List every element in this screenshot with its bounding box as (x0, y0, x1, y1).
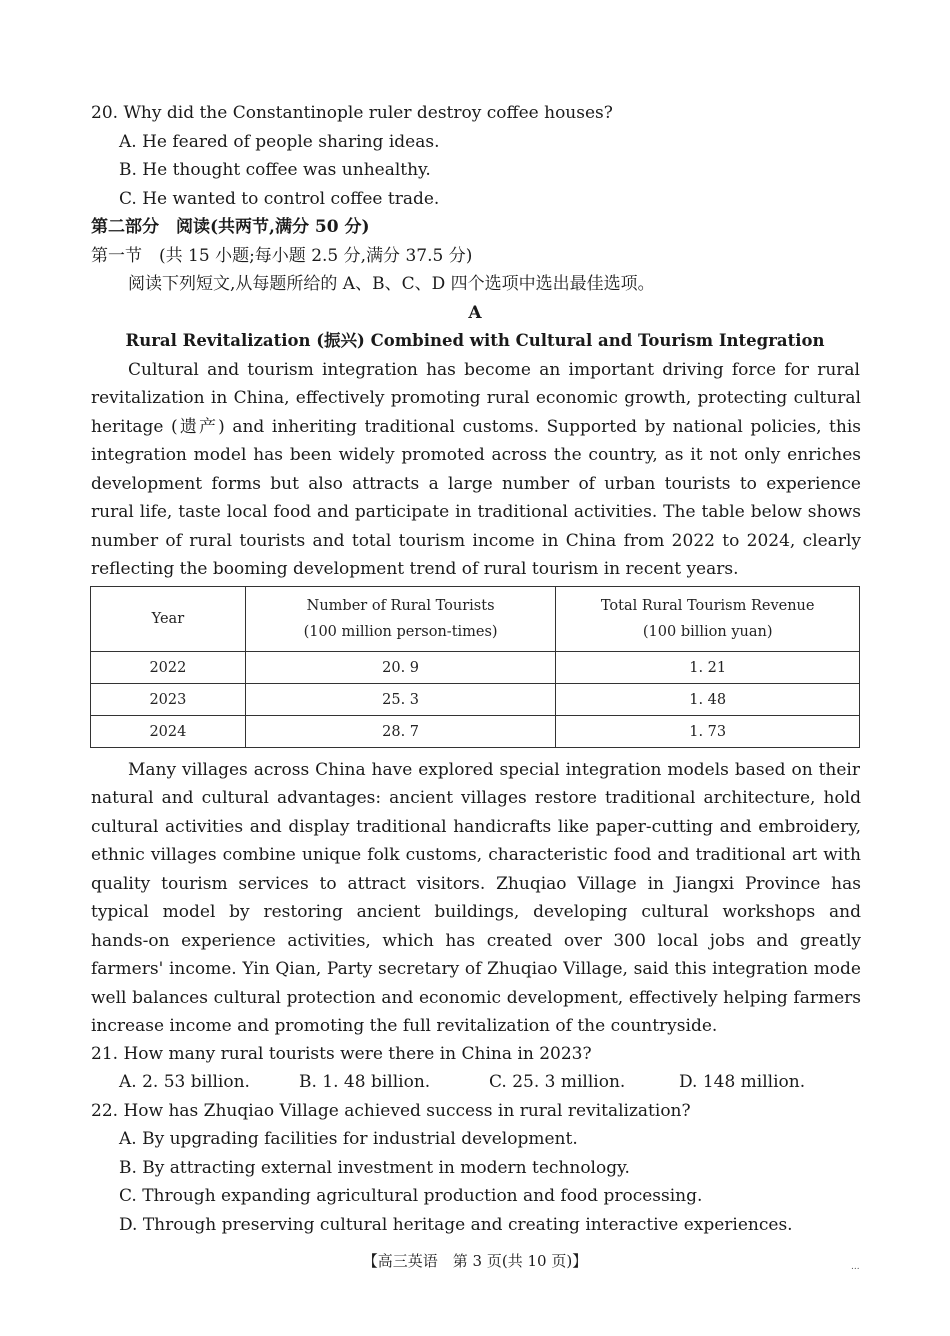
table-cell: 2023 (91, 684, 246, 716)
para1-line: development forms but also attracts a large number of urban tourists to experience (91, 474, 861, 494)
para1-line: revitalization in China, effectively promoting rural economic growth, protecting cultural (91, 388, 861, 408)
table-header-cell: Number of Rural Tourists (100 million person-times) (245, 587, 556, 652)
table-header-row (91, 587, 860, 652)
q20-stem: 20. Why did the Constantinople ruler destroy coffee houses? (91, 103, 613, 123)
para1-line: number of rural tourists and total tourism income in China from 2022 to 2024, clearly (91, 531, 861, 551)
table-cell: 1. 21 (556, 652, 860, 684)
tourism-table (90, 586, 860, 748)
table-row (91, 684, 860, 716)
section-instruction: 阅读下列短文,从每题所给的 A、B、C、D 四个选项中选出最佳选项。 (128, 274, 655, 294)
para2-line: Many villages across China have explored special integration models based on their (128, 760, 860, 780)
table-cell: 2022 (91, 652, 246, 684)
section-subtitle: 第一节 (共 15 小题;每小题 2.5 分,满分 37.5 分) (91, 246, 473, 266)
q22-option-c: C. Through expanding agricultural production and food processing. (119, 1186, 703, 1206)
table-cell: 2024 (91, 716, 246, 748)
table-row (91, 652, 860, 684)
corner-mark: ... (851, 1262, 860, 1272)
q21-stem: 21. How many rural tourists were there in China in 2023? (91, 1044, 592, 1064)
q22-option-d: D. Through preserving cultural heritage and creating interactive experiences. (119, 1215, 793, 1235)
q22-option-a: A. By upgrading facilities for industrial development. (119, 1129, 578, 1149)
part-title: 第二部分 阅读(共两节,满分 50 分) (91, 217, 370, 237)
passage-title: Rural Revitalization (振兴) Combined with Cultural and Tourism Integration (125, 331, 825, 350)
q21-option-b: B. 1. 48 billion. (299, 1072, 431, 1092)
para2-line: ethnic villages combine unique folk customs, characteristic food and traditional art with (91, 845, 861, 865)
table-cell: 28. 7 (245, 716, 556, 748)
table-cell: 20. 9 (245, 652, 556, 684)
para2-line: cultural activities and display traditional handicrafts like paper-cutting and embroidery, (91, 817, 861, 837)
passage-letter: A (468, 303, 482, 323)
q21-option-c: C. 25. 3 million. (489, 1072, 626, 1092)
para2-line: typical model by restoring ancient buildings, developing cultural workshops and (91, 902, 861, 922)
para1-line: integration model has been widely promoted across the country, as it not only enriches (91, 445, 861, 465)
para2-line: well balances cultural protection and economic development, effectively helping farmers (91, 988, 861, 1008)
para1-line: rural life, taste local food and participate in traditional activities. The table below shows (91, 502, 861, 522)
para2-line: quality tourism services to attract visitors. Zhuqiao Village in Jiangxi Province has (91, 874, 861, 894)
para2-line: increase income and promoting the full revitalization of the countryside. (91, 1016, 718, 1036)
q22-option-b: B. By attracting external investment in modern technology. (119, 1158, 630, 1178)
q21-option-d: D. 148 million. (679, 1072, 806, 1092)
table-cell: 1. 73 (556, 716, 860, 748)
q20-option-c: C. He wanted to control coffee trade. (119, 189, 440, 209)
para2-line: hands-on experience activities, which has created over 300 local jobs and greatly (91, 931, 861, 951)
q20-option-b: B. He thought coffee was unhealthy. (119, 160, 431, 180)
q21-option-a: A. 2. 53 billion. (119, 1072, 250, 1092)
table-header-cell: Year (91, 587, 246, 652)
page-footer: 【高三英语 第 3 页(共 10 页)】 (362, 1252, 588, 1270)
table-row (91, 716, 860, 748)
table-cell: 1. 48 (556, 684, 860, 716)
q22-stem: 22. How has Zhuqiao Village achieved success in rural revitalization? (91, 1101, 691, 1121)
para1-line: heritage (遗产) and inheriting traditional customs. Supported by national policies, this (91, 417, 861, 437)
table-header-cell: Total Rural Tourism Revenue (100 billion yuan) (556, 587, 860, 652)
q20-option-a: A. He feared of people sharing ideas. (119, 132, 440, 152)
para2-line: natural and cultural advantages: ancient villages restore traditional architecture, hold (91, 788, 861, 808)
para1-line: reflecting the booming development trend of rural tourism in recent years. (91, 559, 739, 579)
para2-line: farmers' income. Yin Qian, Party secretary of Zhuqiao Village, said this integration mode (91, 959, 861, 979)
table-cell: 25. 3 (245, 684, 556, 716)
para1-line: Cultural and tourism integration has become an important driving force for rural (128, 360, 860, 380)
